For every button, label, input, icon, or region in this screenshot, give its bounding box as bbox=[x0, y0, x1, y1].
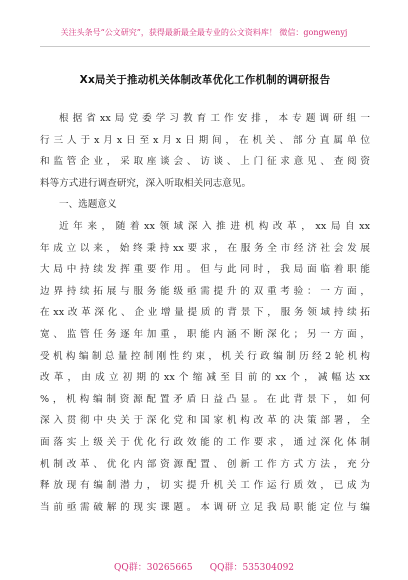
qq-group-number-1: 30265665 bbox=[146, 563, 193, 573]
text-line: 宽、监管任务逐年加重，职能内涵不断深化；另一方面， bbox=[40, 328, 370, 340]
header-banner bbox=[20, 27, 388, 38]
wechat-id: gongwenyj bbox=[303, 28, 348, 37]
text-line: 大局中持续发挥重要作用。但与此同时，我局面临着职能 bbox=[40, 264, 370, 276]
text-line: 释放现有编制潜力，切实提升机关工作运行质效，已成为 bbox=[40, 480, 370, 492]
text-line: 当前亟需破解的现实课题。本调研立足我局职能定位与编 bbox=[40, 501, 370, 513]
section-heading-text: 一、选题意义 bbox=[59, 199, 117, 211]
text-line: 面落实上级关于优化行政效能的工作要求，通过深化体制 bbox=[40, 436, 370, 448]
text-line: 改革，由成立初期的xx个缩减至目前的xx个，减幅达xx bbox=[40, 372, 370, 384]
banner-text: 关注头条号“公文研究”，获得最新最全最专业的公文资料库！ bbox=[60, 28, 277, 37]
wechat-label: 微信： bbox=[279, 28, 304, 37]
text-line: 根据省xx局党委学习教育工作安排，本专题调研组一 bbox=[59, 113, 370, 124]
text-line: 和监管企业，采取座谈会、访谈、上门征求意见、查阅资 bbox=[40, 156, 370, 168]
footer-contact bbox=[0, 560, 408, 573]
text-line: 边界持续拓展与服务能级亟需提升的双重考验：一方面， bbox=[40, 285, 370, 297]
document-title: Xx局关于推动机关体制改革优化工作机制的调研报告 bbox=[79, 74, 331, 86]
paragraph-background bbox=[40, 216, 370, 518]
text-line: 机制改革、优化内部资源配置、创新工作方式方法，充分 bbox=[40, 458, 370, 470]
text-line: 深入贯彻中央关于深化党和国家机构改革的决策部署，全 bbox=[40, 415, 370, 427]
text-line: 行三人于x月x日至x月x日期间，在机关、部分直属单位 bbox=[40, 134, 370, 146]
paragraph-intro bbox=[40, 108, 370, 194]
qq-group-label-2: QQ群： bbox=[209, 563, 243, 573]
text-line: 料等方式进行调查研究，深入听取相关同志意见。 bbox=[40, 177, 252, 189]
qq-group-number-2: 535304092 bbox=[242, 563, 295, 573]
qq-group-label-1: QQ群： bbox=[113, 563, 147, 573]
section-heading bbox=[40, 194, 370, 216]
text-line: %，机构编制资源配置矛盾日益凸显。在此背景下，如何 bbox=[40, 393, 370, 405]
text-line: 在xx改革深化、企业增量提质的背景下，服务领域持续拓 bbox=[40, 307, 370, 319]
text-line: 近年来，随着xx领域深入推进机构改革，xx局自xx bbox=[59, 220, 370, 232]
document-body bbox=[40, 108, 370, 518]
header-divider bbox=[40, 46, 370, 47]
text-line: 年成立以来，始终秉持xx要求，在服务全市经济社会发展 bbox=[40, 242, 370, 254]
text-line: 受机构编制总量控制刚性约束，机关行政编制历经2轮机构 bbox=[40, 350, 370, 362]
